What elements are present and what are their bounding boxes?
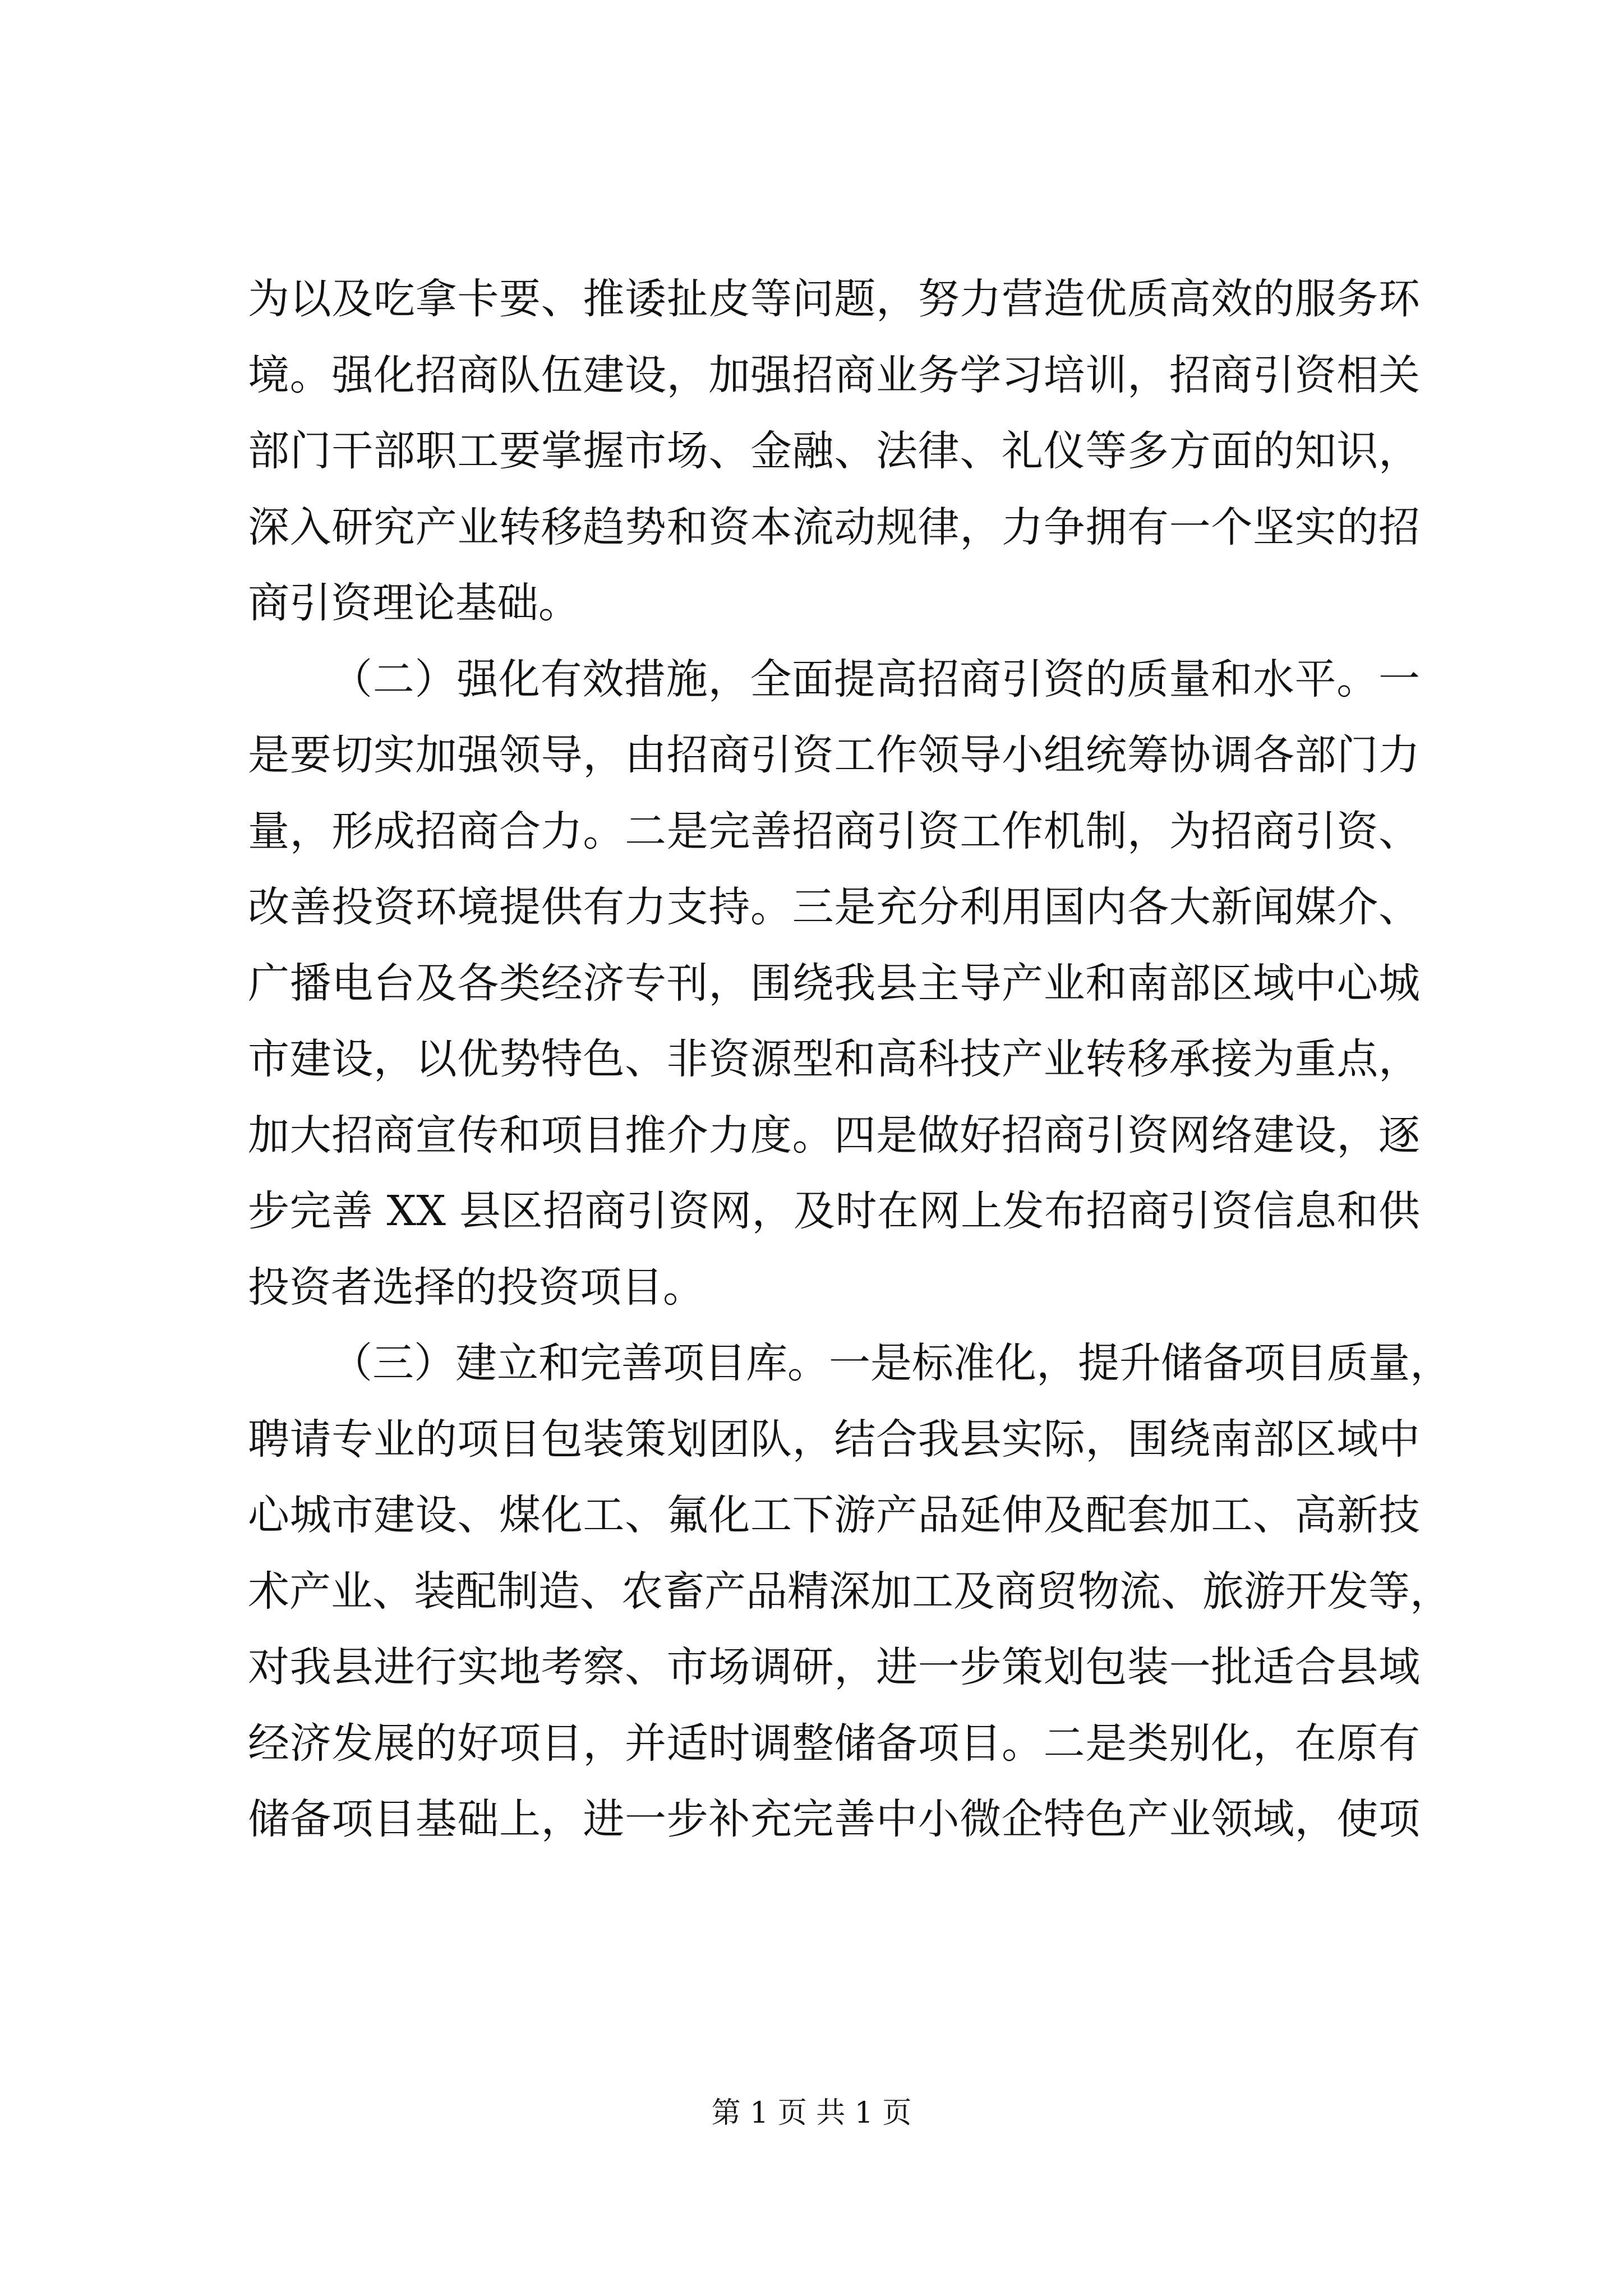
text-line: 是要切实加强领导，由招商引资工作领导小组统筹协调各部门力 (248, 731, 1420, 779)
text-line: 为以及吃拿卡要、推诿扯皮等问题，努力营造优质高效的服务环 (248, 275, 1420, 323)
text-line: 储备项目基础上，进一步补充完善中小微企特色产业领域，使项 (248, 1795, 1420, 1843)
text-line: 广播电台及各类经济专刊，围绕我县主导产业和南部区域中心城 (248, 959, 1420, 1007)
text-line: 量，形成招商合力。二是完善招商引资工作机制，为招商引资、 (248, 807, 1420, 855)
section-heading-line: （三）建立和完善项目库。一是标准化，提升储备项目质量， (331, 1339, 1451, 1387)
text-line: 部门干部职工要掌握市场、金融、法律、礼仪等多方面的知识， (248, 427, 1420, 475)
text-line: 聘请专业的项目包装策划团队，结合我县实际，围绕南部区域中 (248, 1415, 1420, 1464)
body-text (248, 261, 1451, 1858)
section-heading-line: （二）强化有效措施，全面提高招商引资的质量和水平。一 (331, 655, 1420, 703)
text-line: 商引资理论基础。 (248, 579, 580, 627)
text-line: 术产业、装配制造、农畜产品精深加工及商贸物流、旅游开发等， (248, 1567, 1451, 1616)
text-line: 改善投资环境提供有力支持。三是充分利用国内各大新闻媒介、 (248, 883, 1420, 931)
page-footer: 第 1 页 共 1 页 (711, 2096, 912, 2130)
text-line: 境。强化招商队伍建设，加强招商业务学习培训，招商引资相关 (248, 351, 1420, 399)
text-line: 市建设，以优势特色、非资源型和高科技产业转移承接为重点， (248, 1035, 1420, 1083)
text-line: 深入研究产业转移趋势和资本流动规律，力争拥有一个坚实的招 (248, 503, 1420, 551)
text-line: 步完善 XX 县区招商引资网，及时在网上发布招商引资信息和供 (248, 1187, 1420, 1235)
text-line: 加大招商宣传和项目推介力度。四是做好招商引资网络建设，逐 (248, 1111, 1420, 1159)
text-line: 经济发展的好项目，并适时调整储备项目。二是类别化，在原有 (248, 1719, 1420, 1768)
text-line: 心城市建设、煤化工、氟化工下游产品延伸及配套加工、高新技 (248, 1491, 1420, 1539)
text-line: 对我县进行实地考察、市场调研，进一步策划包装一批适合县域 (248, 1643, 1420, 1691)
text-line: 投资者选择的投资项目。 (248, 1263, 704, 1312)
